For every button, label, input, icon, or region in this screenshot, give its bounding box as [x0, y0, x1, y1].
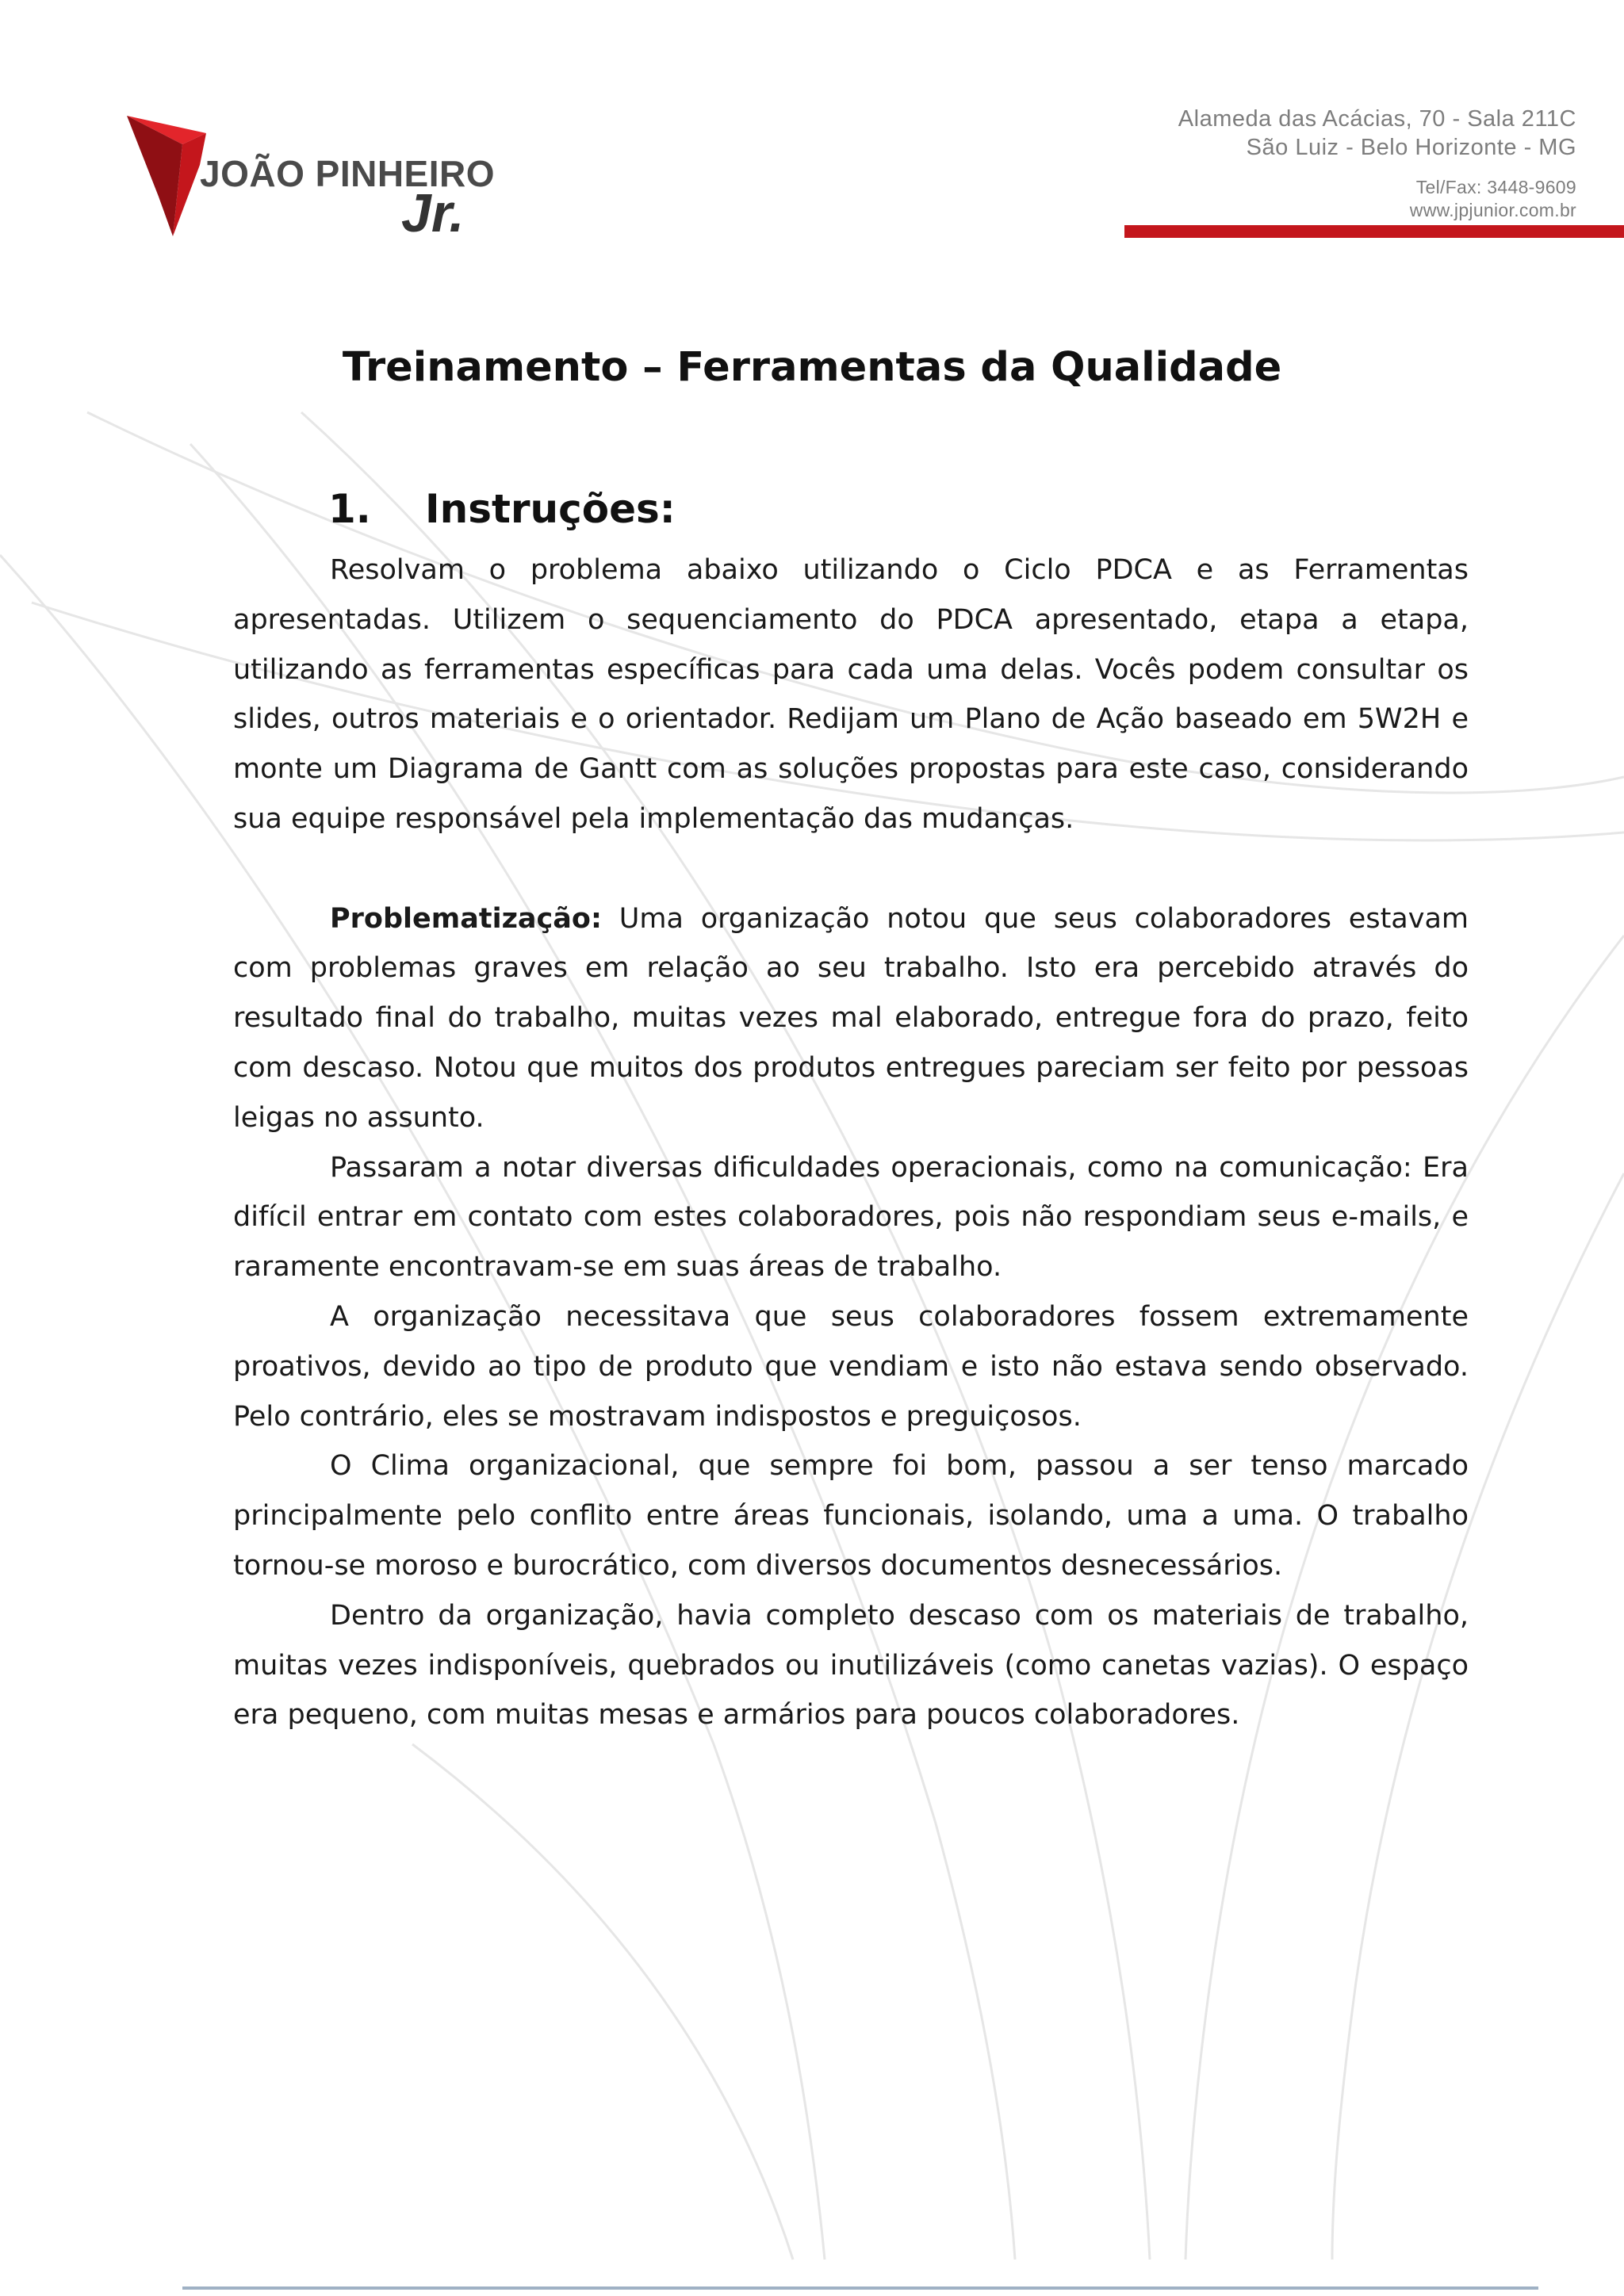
paragraph-communication: Passaram a notar diversas dificuldades operacionais, como na comunicação: Era difícil entrar em contato com estes colaboradores, pois não respondiam seus e-mails, e raramente encontravam-se em suas áreas de trabalho. [233, 1151, 1469, 1284]
section-number: 1. [328, 486, 371, 532]
address-line-2: São Luiz - Belo Horizonte - MG [1246, 135, 1576, 160]
contact-block [1178, 176, 1576, 222]
address-line-1: Alameda das Acácias, 70 - Sala 211C [1178, 106, 1576, 132]
document-body [233, 545, 1469, 1740]
logo-name: JOÃO PINHEIRO [200, 153, 496, 194]
address-block [1178, 105, 1576, 222]
header-accent-bar [1124, 225, 1624, 238]
logo-suffix: Jr. [401, 183, 465, 243]
paragraph-proactivity: A organização necessitava que seus colaboradores fossem extremamente proativos, devido ao tipo de produto que vendiam e isto não estava sendo observado. Pelo contrário, eles se mostravam indispostos e preguiçosos. [233, 1300, 1469, 1433]
problem-label: Problematização: [330, 902, 602, 935]
problem-text: Uma organização notou que seus colaboradores estavam com problemas graves em relação ao seu trabalho. Isto era percebido através do resultado final do trabalho, muitas vezes mal elaborado, entregue fora do prazo, feito com descaso. Notou que muitos dos produtos entregues pareciam ser feito por pessoas leigas no assunto. [233, 902, 1469, 1134]
section-title: Instruções: [425, 486, 676, 532]
section-heading [328, 485, 676, 533]
phone-fax: Tel/Fax: 3448-9609 [1415, 177, 1576, 197]
document-title: Treinamento – Ferramentas da Qualidade [342, 344, 1282, 391]
footer-rule [182, 2286, 1538, 2290]
company-logo [127, 109, 496, 244]
paragraph-materials: Dentro da organização, havia completo descaso com os materiais de trabalho, muitas vezes indisponíveis, quebrados ou inutilizáveis (como canetas vazias). O espaço era pequeno, com muitas mesas e armários para poucos colaboradores. [233, 1599, 1469, 1732]
website: www.jpjunior.com.br [1409, 200, 1576, 220]
paragraph-problem [233, 894, 1469, 1143]
paragraph-climate: O Clima organizacional, que sempre foi bom, passou a ser tenso marcado principalmente pelo conflito entre áreas funcionais, isolando, uma a uma. O trabalho tornou-se moroso e burocrático, com diversos documentos desnecessários. [233, 1450, 1469, 1582]
paragraph-instructions: Resolvam o problema abaixo utilizando o Ciclo PDCA e as Ferramentas apresentadas. Utilizem o sequenciamento do PDCA apresentado, etapa a etapa, utilizando as ferramentas específicas para cada uma delas. Vocês podem consultar os slides, outros materiais e o orientador. Redijam um Plano de Ação baseado em 5W2H e monte um Diagrama de Gantt com as soluções propostas para este caso, considerando sua equipe responsável pela implementação das mudanças. [233, 554, 1469, 835]
